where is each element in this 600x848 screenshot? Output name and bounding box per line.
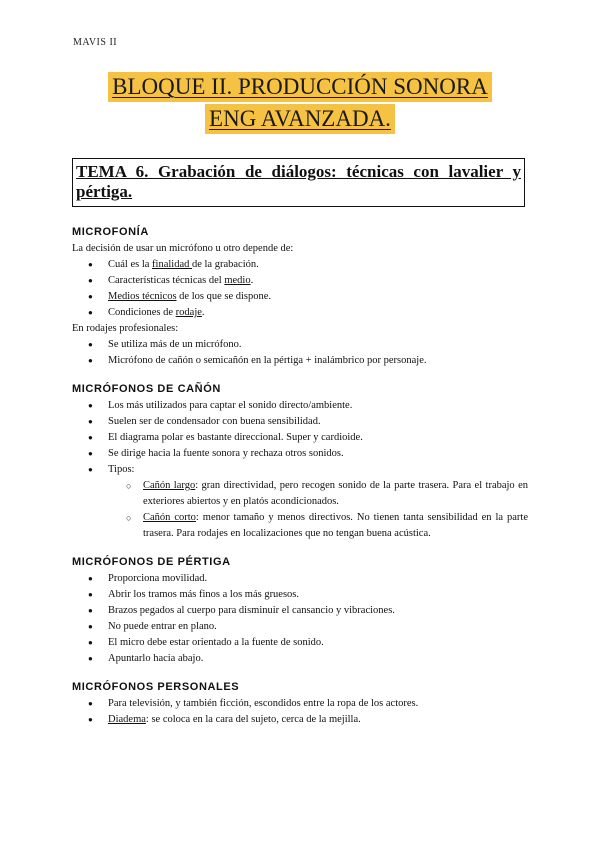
section-canon	[72, 381, 528, 542]
list-item: ● Suelen ser de condensador con buena sensibilidad.	[72, 414, 528, 430]
underlined-term: Diadema	[108, 714, 146, 725]
text-run: Características técnicas del	[108, 275, 225, 286]
content	[72, 224, 528, 740]
text-run: de la grabación.	[191, 259, 259, 270]
list-item: ● Brazos pegados al cuerpo para disminuir el cansancio y vibraciones.	[72, 603, 528, 619]
sub-list	[108, 478, 528, 542]
title-line-1: BLOQUE II. PRODUCCIÓN SONORA	[108, 72, 492, 102]
list-item: ● Para televisión, y también ficción, escondidos entre la ropa de los actores.	[72, 696, 528, 712]
underlined-term: Medios técnicos	[108, 291, 177, 302]
underlined-term: Cañón corto	[143, 512, 196, 523]
section-heading: MICRÓFONOS DE PÉRTIGA	[72, 556, 231, 568]
section-heading: MICROFONÍA	[72, 226, 149, 238]
list-item: ● Abrir los tramos más finos a los más gruesos.	[72, 587, 528, 603]
section-personales	[72, 679, 528, 728]
header-label: MAVIS II	[73, 37, 118, 48]
section-microfonia	[72, 224, 528, 369]
text-run: Cuál es la	[108, 259, 153, 270]
page-title	[0, 72, 600, 136]
bullet-list	[72, 257, 528, 321]
section-heading: MICRÓFONOS DE CAÑÓN	[72, 383, 221, 395]
topic-title: TEMA 6. Grabación de diálogos: técnicas con lavalier y pértiga.	[76, 162, 521, 201]
bullet-list	[72, 337, 528, 369]
list-item: ● El diagrama polar es bastante direccional. Super y cardioide.	[72, 430, 528, 446]
list-item	[72, 257, 528, 273]
bullet-list	[72, 398, 528, 542]
underlined-term: rodaje	[175, 307, 202, 318]
list-item	[72, 712, 528, 728]
sub-list-item	[72, 478, 528, 510]
text-run: .	[250, 275, 254, 286]
underlined-term: Cañón largo	[143, 480, 196, 491]
section-heading: MICRÓFONOS PERSONALES	[72, 681, 240, 693]
underlined-term: finalidad	[152, 259, 192, 270]
list-item: ● El micro debe estar orientado a la fuente de sonido.	[72, 635, 528, 651]
text-run: : se coloca en la cara del sujeto, cerca de la mejilla.	[145, 714, 361, 725]
list-item	[72, 305, 528, 321]
list-item: ● Los más utilizados para captar el sonido directo/ambiente.	[72, 398, 528, 414]
title-line-2: ENG AVANZADA.	[205, 104, 395, 134]
text-run: : gran directividad, pero recogen sonido de la parte trasera. Para el trabajo en exteriores abiertos y en platós acondicionados.	[143, 480, 528, 507]
list-item	[72, 273, 528, 289]
text-run: Tipos:	[108, 464, 135, 475]
list-item: ● Apuntarlo hacia abajo.	[72, 651, 528, 667]
list-item: ● Se utiliza más de un micrófono.	[72, 337, 528, 353]
list-item: ● Micrófono de cañón o semicañón en la pértiga + inalámbrico por personaje.	[72, 353, 528, 369]
text-run: Condiciones de	[108, 307, 176, 318]
text-run: .	[201, 307, 205, 318]
bullet-list	[72, 696, 528, 728]
list-item: ● Proporciona movilidad.	[72, 571, 528, 587]
underlined-term: medio	[224, 275, 251, 286]
section-pertiga	[72, 554, 528, 667]
list-item	[72, 289, 528, 305]
text-run: de los que se dispone.	[176, 291, 272, 302]
text-run: : menor tamaño y menos directivos. No tienen tanta sensibilidad en la parte trasera. Para rodajes en localizaciones que no tengan buena acústica.	[143, 512, 528, 539]
list-item: ● Se dirige hacia la fuente sonora y rechaza otros sonidos.	[72, 446, 528, 462]
bullet-list	[72, 571, 528, 667]
sub-list-item	[72, 510, 528, 542]
paragraph: En rodajes profesionales:	[72, 323, 179, 334]
paragraph: La decisión de usar un micrófono u otro depende de:	[72, 243, 294, 254]
list-item	[72, 462, 528, 542]
list-item: ● No puede entrar en plano.	[72, 619, 528, 635]
topic-box	[72, 158, 525, 207]
